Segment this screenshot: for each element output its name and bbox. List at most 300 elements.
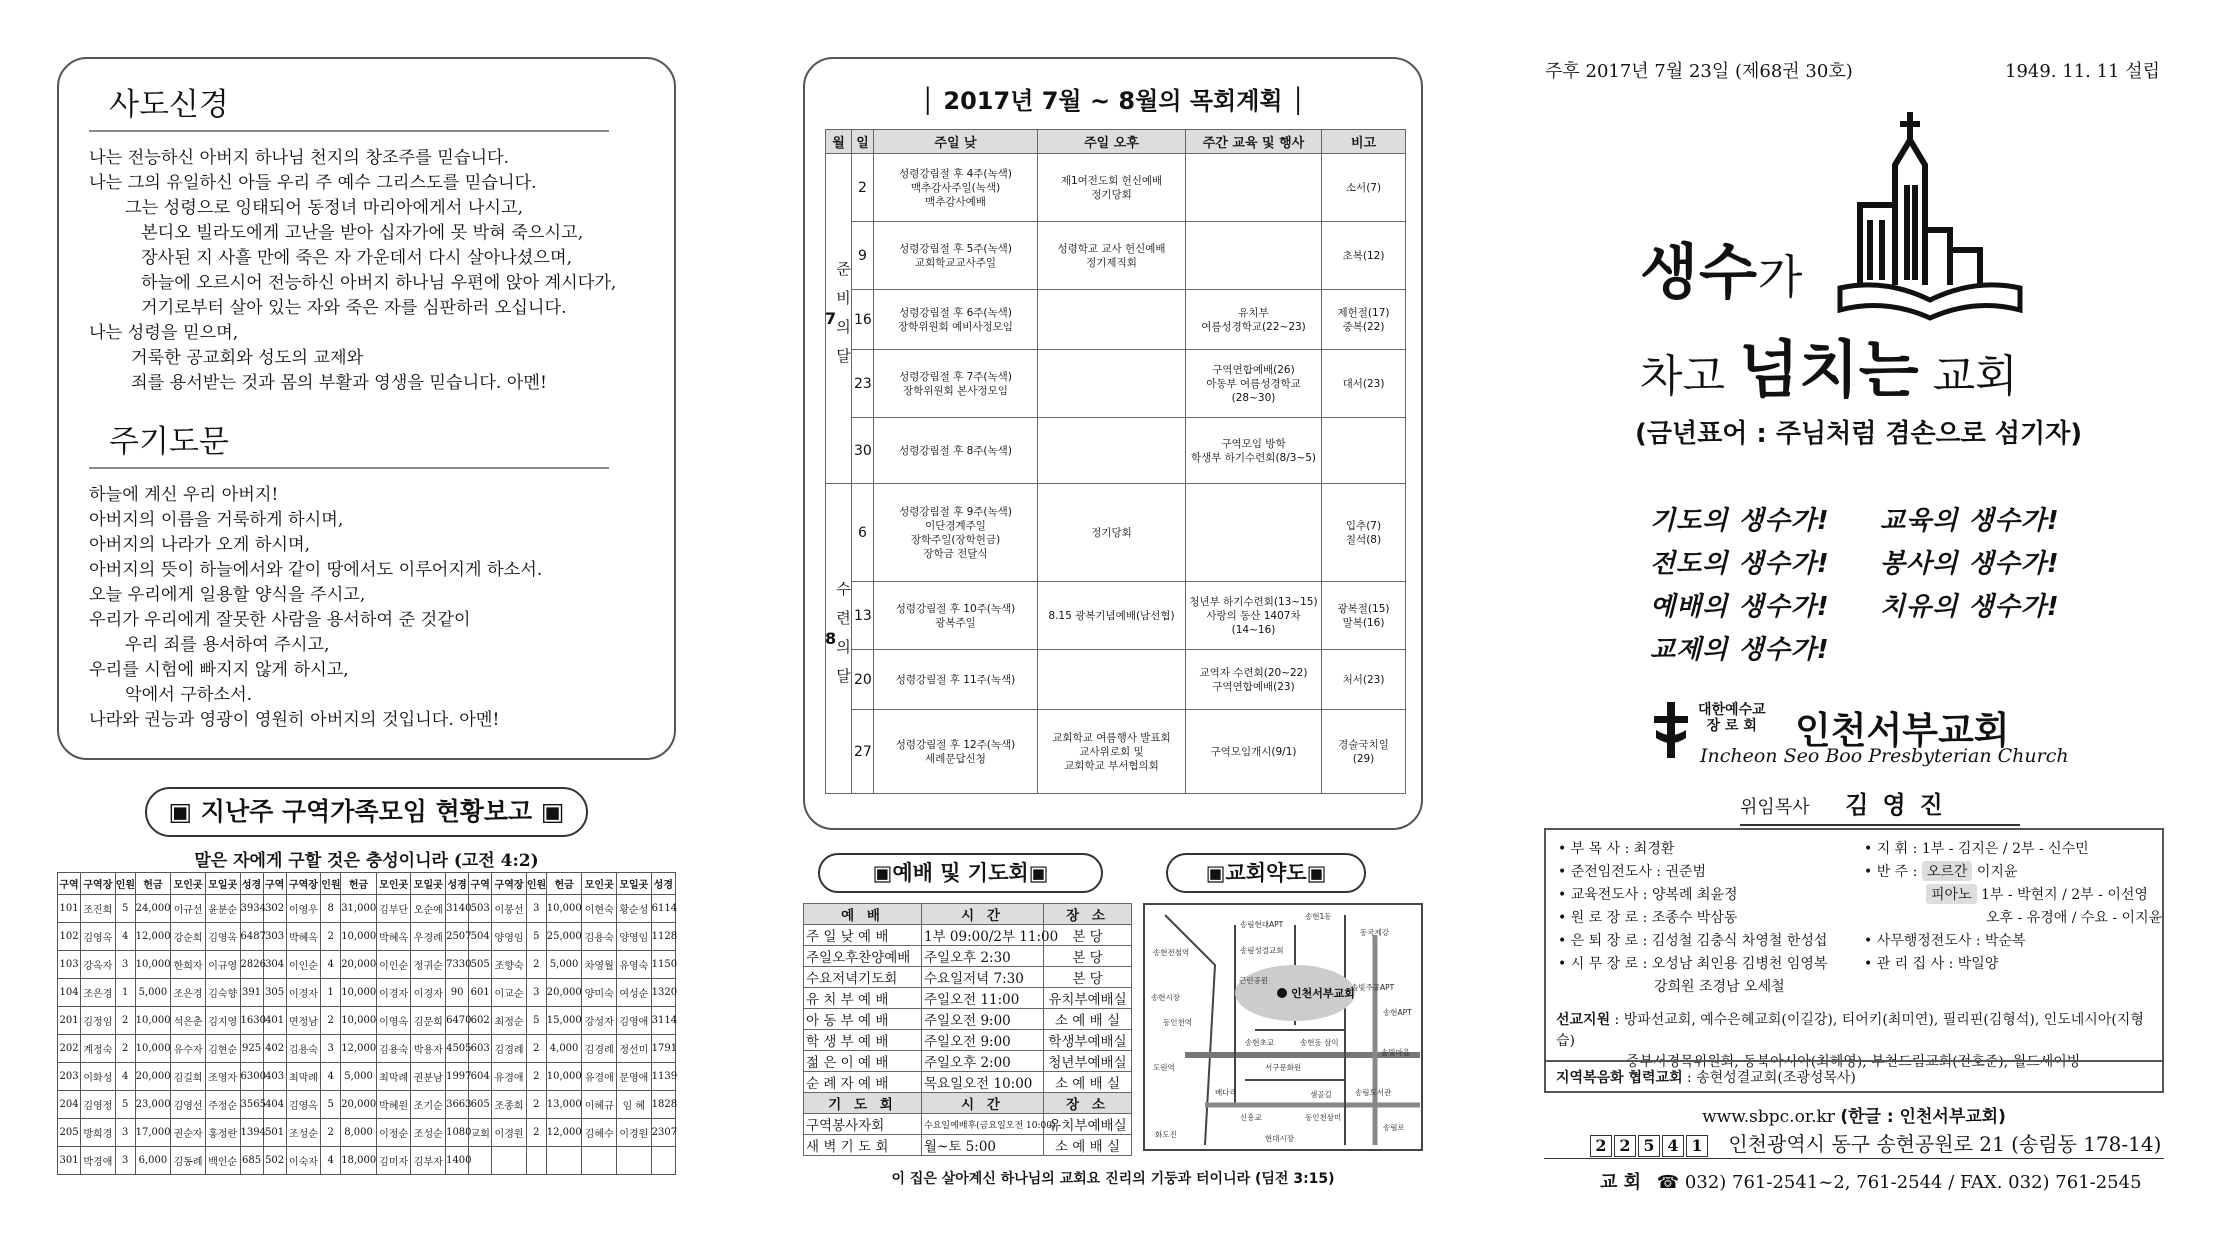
report-row <box>58 1147 676 1175</box>
worship-cell: 유치부예배실 <box>1044 988 1132 1009</box>
report-cell: 4 <box>321 1063 341 1091</box>
plan-row <box>826 710 1406 794</box>
organ-name: 이지윤 <box>1972 864 2018 880</box>
worship-row <box>804 1135 1132 1156</box>
report-cell: 17,000 <box>135 1119 171 1147</box>
report-cell: 10,000 <box>135 951 171 979</box>
report-cell: 504 <box>469 923 492 951</box>
report-cell: 강성자 <box>582 1007 617 1035</box>
plan-cell-week: 청년부 하기수련회(13~15) 사랑의 동산 1407차(14~16) <box>1186 582 1322 650</box>
staff-line: • 부 목 사 : 최경환 <box>1558 841 1675 857</box>
report-cell: 박혜원 <box>376 1091 411 1119</box>
prayer-header-cell: 기 도 회 <box>804 1093 922 1114</box>
creed-title: 사도신경 <box>89 79 609 132</box>
plan-cell-sun: 성령강림절 후 4주(녹색) 맥추감사주일(녹색) 맥추감사예배 <box>874 154 1038 222</box>
virtue: 예배의 생수가! <box>1650 592 1830 622</box>
report-cell: 2 <box>526 1091 546 1119</box>
plan-row <box>826 350 1406 418</box>
worship-row <box>804 1030 1132 1051</box>
report-cell: 31,000 <box>341 895 377 923</box>
report-cell: 조성순 <box>286 1119 321 1147</box>
report-cell: 최정순 <box>492 1007 527 1035</box>
report-cell: 4505 <box>446 1035 469 1063</box>
report-cell: 202 <box>58 1035 81 1063</box>
report-cell: 18,000 <box>341 1147 377 1175</box>
report-cell: 조진희 <box>81 895 116 923</box>
virtue: 전도의 생수가! <box>1650 549 1830 579</box>
report-cell: 유영숙 <box>617 951 652 979</box>
map-label: 현대시장 <box>1265 1134 1294 1143</box>
report-cell: 101 <box>58 895 81 923</box>
report-cell: 김미자 <box>376 1147 411 1175</box>
worship-cell: 주일오전 9:00 <box>922 1030 1044 1051</box>
report-cell: 이영옥 <box>376 1007 411 1035</box>
report-cell: 1791 <box>651 1035 675 1063</box>
worship-header-row <box>804 904 1132 925</box>
report-cell: 1630 <box>240 1007 263 1035</box>
virtue: 교제의 생수가! <box>1650 635 1830 665</box>
report-cell: 김혜수 <box>582 1119 617 1147</box>
worship-cell: 주일오후찬양예배 <box>804 946 922 967</box>
report-header-cell: 헌금 <box>135 873 171 895</box>
report-cell: 505 <box>469 951 492 979</box>
plan-row <box>826 290 1406 350</box>
report-cell: 10,000 <box>546 1063 582 1091</box>
church-map <box>1143 903 1423 1151</box>
piano-names: 1부 - 박현지 / 2부 - 이선영 <box>1976 887 2148 903</box>
report-cell: 201 <box>58 1007 81 1035</box>
worship-cell: 유 치 부 예 배 <box>804 988 922 1009</box>
plan-month-theme: 준비의달 <box>834 260 852 377</box>
map-label: 송현전철역 <box>1153 948 1190 957</box>
year-motto: (금년표어 : 주님처럼 겸손으로 섬기자) <box>1635 419 2083 449</box>
worship-cell: 주일오후 2:00 <box>922 1051 1044 1072</box>
report-header-cell: 구역 <box>58 873 81 895</box>
report-cell: 3 <box>115 1147 135 1175</box>
report-cell: 조성순 <box>411 1119 446 1147</box>
regional-church: : 송현성결교회(조광성목사) <box>1682 1070 1856 1086</box>
report-cell: 김동례 <box>171 1147 206 1175</box>
map-label: 근린공원 <box>1239 976 1268 985</box>
staff-line: • 원 로 장 로 : 조종수 박삼동 <box>1558 910 1738 926</box>
mission-list: : 방파선교회, 예수은혜교회(이길강), 티어키(최미연), 필리핀(김형석), 인도네시아(지형습) <box>1556 1012 2144 1049</box>
virtue: 봉사의 생수가! <box>1880 549 2060 579</box>
report-header-cell: 성경 <box>240 873 263 895</box>
denomination-line: 대한예수교 <box>1698 702 1766 718</box>
plan-month <box>826 484 852 794</box>
map-label: 신흥교 <box>1240 1113 1262 1122</box>
report-cell: 이영우 <box>286 895 321 923</box>
report-cell: 3 <box>526 979 546 1007</box>
report-cell: 김부자 <box>411 1147 446 1175</box>
report-cell: 양영임 <box>617 923 652 951</box>
map-label: 화도진 <box>1155 1130 1177 1139</box>
report-cell: 이경자 <box>286 979 321 1007</box>
report-cell: 4 <box>115 923 135 951</box>
plan-cell-note: 소서(7) <box>1322 154 1406 222</box>
slogan-line-2 <box>1640 320 2018 409</box>
plan-cell-sun: 성령강림절 후 12주(녹색) 세례문답신청 <box>874 710 1038 794</box>
report-cell: 6114 <box>651 895 675 923</box>
zip-digit: 2 <box>1614 1135 1636 1157</box>
report-row <box>58 1119 676 1147</box>
report-header-cell: 모일곳 <box>205 873 240 895</box>
plan-cell-aft <box>1038 290 1186 350</box>
plan-cell-note: 처서(23) <box>1322 650 1406 710</box>
report-cell: 4 <box>115 1063 135 1091</box>
plan-month-number: 8 <box>825 628 837 648</box>
zip-digit: 4 <box>1662 1135 1684 1157</box>
report-cell: 오순예 <box>411 895 446 923</box>
report-cell: 20,000 <box>341 1091 377 1119</box>
district-report-table <box>57 872 676 1175</box>
report-row <box>58 1035 676 1063</box>
report-header-cell: 구역장 <box>492 873 527 895</box>
report-cell: 홍정란 <box>205 1119 240 1147</box>
creed-line: 하늘에 오르시어 전능하신 아버지 하나님 우편에 앉아 계시다가, <box>141 273 617 293</box>
report-cell: 4,000 <box>546 1035 582 1063</box>
report-cell: 10,000 <box>341 979 377 1007</box>
website-note: (한글 : 인천서부교회) <box>1840 1107 2006 1127</box>
report-cell: 3140 <box>446 895 469 923</box>
report-header-cell: 인원 <box>526 873 546 895</box>
map-pill: ▣교회약도▣ <box>1166 853 1366 893</box>
report-cell: 301 <box>58 1147 81 1175</box>
report-cell: 404 <box>263 1091 286 1119</box>
report-cell: 박혜옥 <box>376 923 411 951</box>
report-cell: 15,000 <box>546 1007 582 1035</box>
report-cell: 8 <box>321 895 341 923</box>
plan-month-number: 7 <box>825 308 837 328</box>
report-cell: 10,000 <box>135 1035 171 1063</box>
report-cell: 이인순 <box>376 951 411 979</box>
report-cell: 3114 <box>651 1007 675 1035</box>
plan-row <box>826 582 1406 650</box>
report-cell: 김현순 <box>205 1035 240 1063</box>
report-cell: 유경애 <box>582 1063 617 1091</box>
report-cell: 김영옥 <box>81 923 116 951</box>
report-cell: 임 혜 <box>617 1091 652 1119</box>
report-header-cell: 성경 <box>651 873 675 895</box>
report-cell: 주정순 <box>205 1091 240 1119</box>
plan-title-text: 2017년 7월 ~ 8월의 목회계획 <box>943 87 1283 115</box>
worship-cell: 아 동 부 예 배 <box>804 1009 922 1030</box>
staff-line: • 지 휘 : 1부 - 김지은 / 2부 - 신수민 <box>1864 841 2089 857</box>
report-cell: 1139 <box>651 1063 675 1091</box>
report-cell: 이봉선 <box>492 895 527 923</box>
virtue: 치유의 생수가! <box>1880 592 2060 622</box>
report-cell: 20,000 <box>135 1063 171 1091</box>
report-cell: 8,000 <box>341 1119 377 1147</box>
map-label: 솔빛마을 <box>1381 1048 1410 1057</box>
report-cell: 20,000 <box>341 951 377 979</box>
report-cell: 조은경 <box>81 979 116 1007</box>
plan-month-theme: 수련의달 <box>834 580 852 697</box>
worship-cell: 청년부예배실 <box>1044 1051 1132 1072</box>
report-cell: 13,000 <box>546 1091 582 1119</box>
report-cell: 5,000 <box>341 1063 377 1091</box>
plan-header-cell: 비고 <box>1322 130 1406 154</box>
report-cell: 정선미 <box>617 1035 652 1063</box>
report-cell <box>469 1147 492 1175</box>
creed-prayer-box <box>57 57 676 760</box>
report-cell: 조종희 <box>492 1091 527 1119</box>
accompanist-line <box>1864 861 2017 881</box>
plan-table <box>825 129 1406 794</box>
pastor-name: 김영진 <box>1845 791 1957 819</box>
report-title: ▣ 지난주 구역가족모임 현황보고 ▣ <box>145 787 588 837</box>
report-cell: 605 <box>469 1091 492 1119</box>
report-cell: 이경자 <box>411 979 446 1007</box>
report-cell: 한희자 <box>171 951 206 979</box>
worship-row <box>804 988 1132 1009</box>
worship-cell: 수요일예배후(금요일오전 10:00) <box>922 1114 1044 1135</box>
plan-cell-aft: 8.15 광복기념예배(남선협) <box>1038 582 1186 650</box>
plan-header-row <box>826 130 1406 154</box>
report-cell: 604 <box>469 1063 492 1091</box>
pastor-title: 위임목사 <box>1740 797 1810 818</box>
report-cell: 김영정 <box>81 1091 116 1119</box>
report-cell: 김지영 <box>205 1007 240 1035</box>
report-cell: 304 <box>263 951 286 979</box>
report-cell: 4 <box>321 951 341 979</box>
plan-row <box>826 154 1406 222</box>
report-cell: 정귀순 <box>411 951 446 979</box>
report-cell: 685 <box>240 1147 263 1175</box>
report-cell: 유수자 <box>171 1035 206 1063</box>
report-cell: 김용숙 <box>376 1035 411 1063</box>
prayer-text <box>89 483 644 733</box>
map-label: 도원역 <box>1153 1063 1175 1072</box>
report-row <box>58 923 676 951</box>
report-cell: 6487 <box>240 923 263 951</box>
plan-cell-sun: 성령강림절 후 8주(녹색) <box>874 418 1038 484</box>
report-row <box>58 1091 676 1119</box>
map-label: 송림현대APT <box>1240 920 1284 929</box>
report-cell: 이혜규 <box>582 1091 617 1119</box>
plan-header-cell: 월 <box>826 130 852 154</box>
staff-line: • 사무행정전도사 : 박순복 <box>1864 933 2026 949</box>
report-cell: 203 <box>58 1063 81 1091</box>
worship-cell: 학 생 부 예 배 <box>804 1030 922 1051</box>
report-cell <box>617 1147 652 1175</box>
report-cell: 501 <box>263 1119 286 1147</box>
report-header-cell: 모일곳 <box>411 873 446 895</box>
report-cell: 유경애 <box>492 1063 527 1091</box>
worship-cell: 목요일오전 10:00 <box>922 1072 1044 1093</box>
report-header-row <box>58 873 676 895</box>
address-line <box>1590 1128 2161 1157</box>
report-cell: 603 <box>469 1035 492 1063</box>
report-cell: 1150 <box>651 951 675 979</box>
report-cell: 3 <box>115 1119 135 1147</box>
report-cell: 김문희 <box>411 1007 446 1035</box>
report-cell: 10,000 <box>341 1007 377 1035</box>
worship-cell: 소 예 배 실 <box>1044 1135 1132 1156</box>
report-cell: 이경원 <box>492 1119 527 1147</box>
report-row <box>58 1063 676 1091</box>
report-cell: 2 <box>321 1119 341 1147</box>
worship-cell: 본 당 <box>1044 925 1132 946</box>
plan-cell-aft <box>1038 350 1186 418</box>
report-cell: 강순희 <box>171 923 206 951</box>
creed-line: 죄를 용서받는 것과 몸의 부활과 영생을 믿습니다. 아멘! <box>131 373 547 393</box>
report-cell: 6470 <box>446 1007 469 1035</box>
report-cell: 양미숙 <box>582 979 617 1007</box>
report-header-cell: 인원 <box>115 873 135 895</box>
mission-support <box>1556 1010 2156 1073</box>
plan-cell-note: 광복절(15) 말복(16) <box>1322 582 1406 650</box>
worship-cell: 소 예 배 실 <box>1044 1072 1132 1093</box>
prayer-line: 아버지의 이름을 거룩하게 하시며, <box>89 510 344 530</box>
report-cell: 2 <box>526 951 546 979</box>
report-cell: 204 <box>58 1091 81 1119</box>
prayer-line: 아버지의 뜻이 하늘에서와 같이 땅에서도 이루어지게 하소서. <box>89 560 543 580</box>
worship-cell: 월~토 5:00 <box>922 1135 1044 1156</box>
zip-digit: 5 <box>1638 1135 1660 1157</box>
prayer-header-cell: 장 소 <box>1044 1093 1132 1114</box>
plan-cell-note: 경술국치일 (29) <box>1322 710 1406 794</box>
plan-cell-week: 구역연합예배(26) 아동부 여름성경학교(28~30) <box>1186 350 1322 418</box>
report-cell: 5 <box>526 923 546 951</box>
plan-cell-week: 교역자 수련회(20~22) 구역연합예배(23) <box>1186 650 1322 710</box>
report-cell <box>651 1147 675 1175</box>
report-cell: 문영애 <box>617 1063 652 1091</box>
report-cell: 1 <box>115 979 135 1007</box>
plan-cell-day: 23 <box>852 350 874 418</box>
plan-cell-aft: 제1여전도회 헌신예배 정기당회 <box>1038 154 1186 222</box>
map-label: 서구문화원 <box>1265 1063 1302 1072</box>
bottom-verse: 이 집은 살아계신 하나님의 교회요 진리의 기둥과 터이니라 (딤전 3:15) <box>891 1171 1335 1187</box>
report-cell: 5,000 <box>135 979 171 1007</box>
report-cell: 2 <box>526 1035 546 1063</box>
report-cell: 이규선 <box>171 895 206 923</box>
report-cell: 조은경 <box>171 979 206 1007</box>
report-cell: 502 <box>263 1147 286 1175</box>
report-cell: 3934 <box>240 895 263 923</box>
map-label: 송현시장 <box>1151 993 1180 1002</box>
report-cell: 10,000 <box>135 1007 171 1035</box>
founded-date: 1949. 11. 11 설립 <box>2005 61 2161 82</box>
report-cell: 104 <box>58 979 81 1007</box>
report-header-cell: 헌금 <box>546 873 582 895</box>
prayer-title: 주기도문 <box>89 416 609 469</box>
report-cell: 교회 <box>469 1119 492 1147</box>
cross-logo-icon <box>1650 700 1692 760</box>
plan-cell-week <box>1186 222 1322 290</box>
report-cell: 석은춘 <box>171 1007 206 1035</box>
report-cell: 103 <box>58 951 81 979</box>
report-cell <box>526 1147 546 1175</box>
plan-cell-aft <box>1038 418 1186 484</box>
plan-cell-note: 입추(7) 칠석(8) <box>1322 484 1406 582</box>
zip-digit: 1 <box>1686 1135 1708 1157</box>
report-cell: 김경례 <box>492 1035 527 1063</box>
map-label: 동인천역 <box>1163 1018 1192 1027</box>
report-cell <box>582 1147 617 1175</box>
report-header-cell: 성경 <box>446 873 469 895</box>
report-cell: 조향숙 <box>492 951 527 979</box>
worship-cell: 소 예 배 실 <box>1044 1009 1132 1030</box>
report-cell: 이경원 <box>617 1119 652 1147</box>
report-cell: 2507 <box>446 923 469 951</box>
plan-cell-week: 구역모임 방학 학생부 하기수련회(8/3~5) <box>1186 418 1322 484</box>
report-cell: 23,000 <box>135 1091 171 1119</box>
report-cell: 2 <box>526 1119 546 1147</box>
report-cell: 여성순 <box>617 979 652 1007</box>
report-cell: 3565 <box>240 1091 263 1119</box>
report-cell: 391 <box>240 979 263 1007</box>
report-cell: 205 <box>58 1119 81 1147</box>
plan-cell-note: 제헌절(17) 중복(22) <box>1322 290 1406 350</box>
worship-cell: 수요저녁기도회 <box>804 967 922 988</box>
staff-line: 강희원 조경남 오세철 <box>1654 979 1785 995</box>
report-cell: 양영임 <box>492 923 527 951</box>
map-church-label: 인천서부교회 <box>1291 987 1355 1000</box>
report-header-cell: 모인곳 <box>171 873 206 895</box>
plan-cell-day: 20 <box>852 650 874 710</box>
worship-cell: 구역봉사자회 <box>804 1114 922 1135</box>
creed-line: 그는 성령으로 잉태되어 동정녀 마리아에게서 나시고, <box>125 198 524 218</box>
creed-line: 나는 성령을 믿으며, <box>89 323 239 343</box>
report-cell: 12,000 <box>546 1119 582 1147</box>
map-svg <box>1145 905 1421 1149</box>
plan-header-cell: 일 <box>852 130 874 154</box>
report-cell: 김영선 <box>171 1091 206 1119</box>
plan-cell-note <box>1322 418 1406 484</box>
report-cell: 5 <box>321 1091 341 1119</box>
report-cell: 윤분순 <box>205 895 240 923</box>
report-cell: 최막례 <box>286 1063 321 1091</box>
report-cell: 2 <box>115 1035 135 1063</box>
report-cell: 박용자 <box>411 1035 446 1063</box>
slogan-line-1 <box>1640 225 1803 311</box>
map-label: 송림성결교회 <box>1240 946 1284 955</box>
issue-date: 주후 2017년 7월 23일 (제68권 30호) <box>1545 61 1853 82</box>
report-cell: 925 <box>240 1035 263 1063</box>
plan-row <box>826 222 1406 290</box>
plan-cell-day: 30 <box>852 418 874 484</box>
report-cell: 이경자 <box>376 979 411 1007</box>
map-label: 송림로 <box>1383 1123 1405 1132</box>
denomination <box>1698 702 1766 734</box>
address: 인천광역시 동구 송현공원로 21 (송림동 178-14) <box>1728 1132 2162 1156</box>
website-url[interactable]: www.sbpc.or.kr <box>1702 1107 1835 1127</box>
creed-line: 거기로부터 살아 있는 자와 죽은 자를 심판하러 오십니다. <box>141 298 567 318</box>
report-cell: 303 <box>263 923 286 951</box>
report-header-cell: 구역 <box>263 873 286 895</box>
report-cell: 김길희 <box>171 1063 206 1091</box>
map-label: 송림도서관 <box>1355 1088 1392 1097</box>
map-label: 샘골길 <box>1310 1090 1332 1099</box>
report-cell: 권분남 <box>411 1063 446 1091</box>
plan-row <box>826 418 1406 484</box>
report-cell: 이인순 <box>286 951 321 979</box>
report-cell: 1394 <box>240 1119 263 1147</box>
report-cell: 강옥자 <box>81 951 116 979</box>
report-cell: 601 <box>469 979 492 1007</box>
report-header-cell: 구역장 <box>286 873 321 895</box>
prayer-line: 우리를 시험에 빠지지 않게 하시고, <box>89 660 349 680</box>
report-cell: 조영자 <box>205 1063 240 1091</box>
plan-cell-aft: 성령학교 교사 헌신예배 정기제직회 <box>1038 222 1186 290</box>
plan-cell-day: 16 <box>852 290 874 350</box>
creed-text <box>89 146 644 396</box>
report-row <box>58 951 676 979</box>
prayer-line: 아버지의 나라가 오게 하시며, <box>89 535 311 555</box>
senior-pastor <box>1740 785 2020 826</box>
plan-cell-day: 9 <box>852 222 874 290</box>
